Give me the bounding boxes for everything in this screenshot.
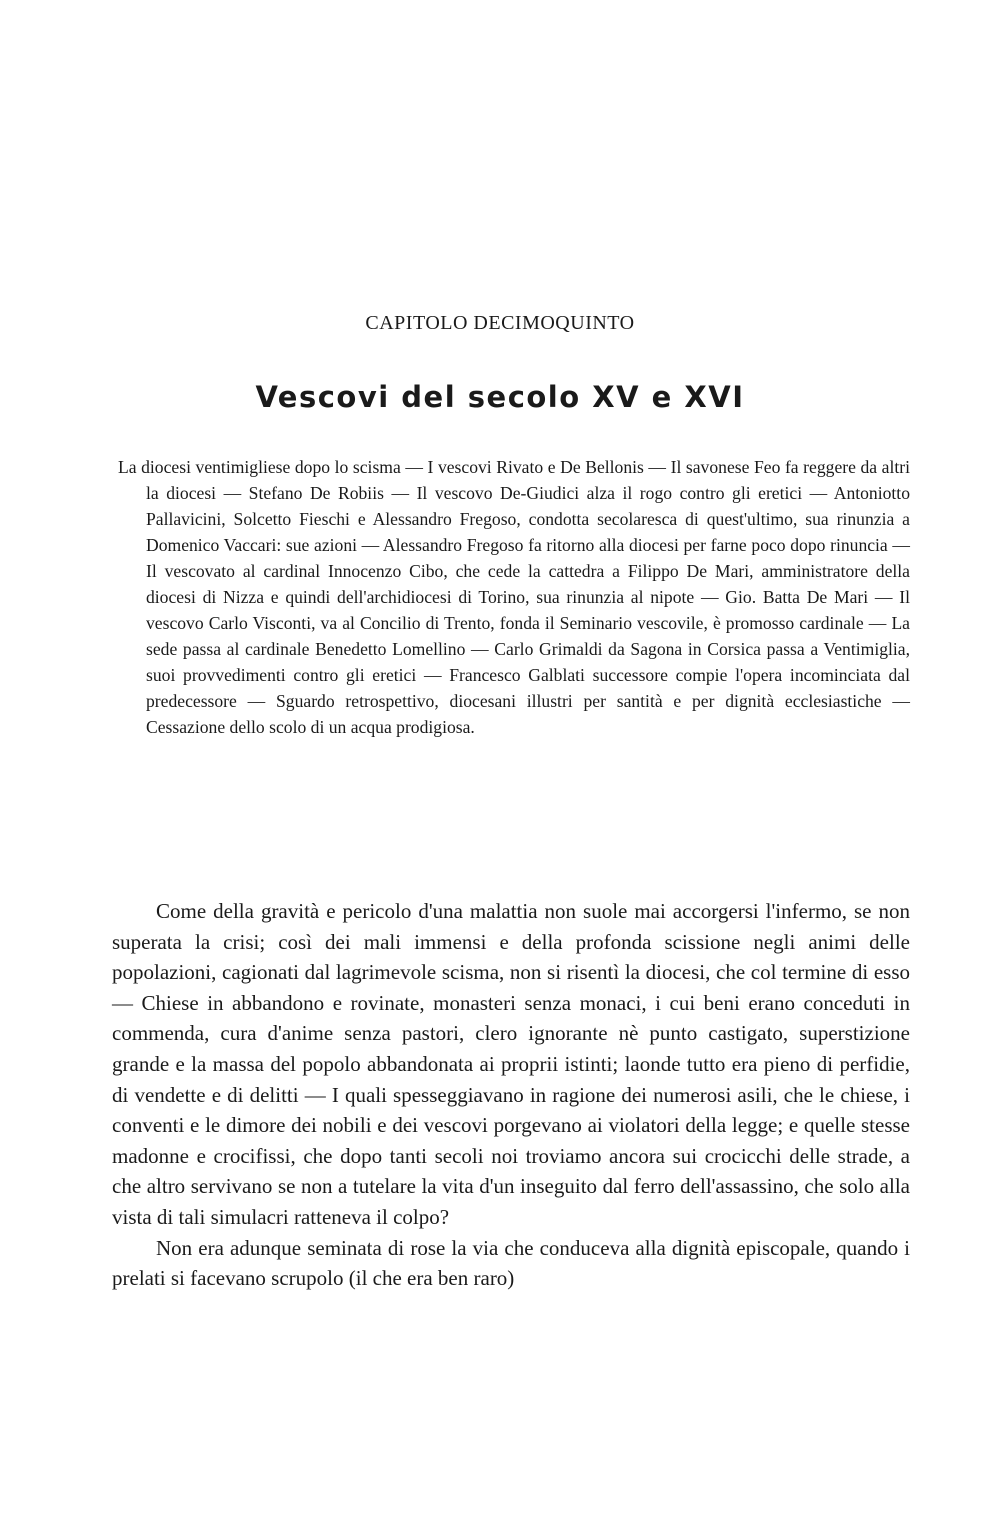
- paragraph: Non era adunque seminata di rose la via che conduceva alla dignità episcopale, quando i prelati si facevano scrupolo (il che era ben raro): [112, 1235, 910, 1291]
- paragraph: Come della gravità e pericolo d'una malattia non suole mai accorgersi l'infermo, se non superata la crisi; così dei mali immensi e della profonda scissione negli animi delle popolazioni, cagionati dal lagrimevole scisma, non si risentì la diocesi, che col termine di esso — Chiese in abbandono e rovinate, monasteri senza monaci, i cui beni erano conceduti in commenda, cura d'anime senza pastori, clero ignorante nè punto castigato, superstizione grande e la massa del popolo abbandonata ai proprii istinti; laonde tutto era pieno di perfidie, di vendette e di delitti — I quali spesseggiavano in ragione dei numerosi asili, che le chiese, i conventi e le dimore dei nobili e dei vescovi porgevano ai violatori della legge; e quelle stesse madonne e crocifissi, che dopo tanti secoli noi troviamo ancora sui crocicchi delle strade, a che altro servivano se non a tutelare la vita d'un inseguito dal ferro dell'assassino, che solo alla vista di tali simulacri ratteneva il colpo?: [112, 899, 910, 1229]
- chapter-summary: La diocesi ventimigliese dopo lo scisma — I vescovi Rivato e De Bellonis — Il savonese Feo fa reggere da altri la diocesi — Stefano De Robiis — Il vescovo De-Giudici alza il rogo contro gli eretici — Antoniotto Pallavicini, Solcetto Fieschi e Alessandro Fregoso, condotta secolaresca di quest'ultimo, sua rinunzia a Domenico Vaccari: sue azioni — Alessandro Fregoso fa ritorno alla diocesi per farne poco dopo rinuncia — Il vescovato al cardinal Innocenzo Cibo, che cede la cattedra a Filippo De Mari, amministratore della diocesi di Nizza e quindi dell'archidiocesi di Torino, sua rinunzia al nipote — Gio. Batta De Mari — Il vescovo Carlo Visconti, va al Concilio di Trento, fonda il Seminario vescovile, è promosso cardinale — La sede passa al cardinale Benedetto Lomellino — Carlo Grimaldi da Sagona in Corsica passa a Ventimiglia, suoi provvedimenti contro gli eretici — Francesco Galblati successore compie l'opera incominciata dal predecessore — Sguardo retrospettivo, diocesani illustri per santità e per dignità ecclesiastiche — Cessazione dello scolo di un acqua prodigiosa.: [118, 457, 910, 737]
- chapter-title: Vescovi del secolo XV e XVI: [255, 380, 745, 414]
- chapter-heading: CAPITOLO DECIMOQUINTO: [365, 312, 635, 334]
- main-text: [112, 896, 910, 1294]
